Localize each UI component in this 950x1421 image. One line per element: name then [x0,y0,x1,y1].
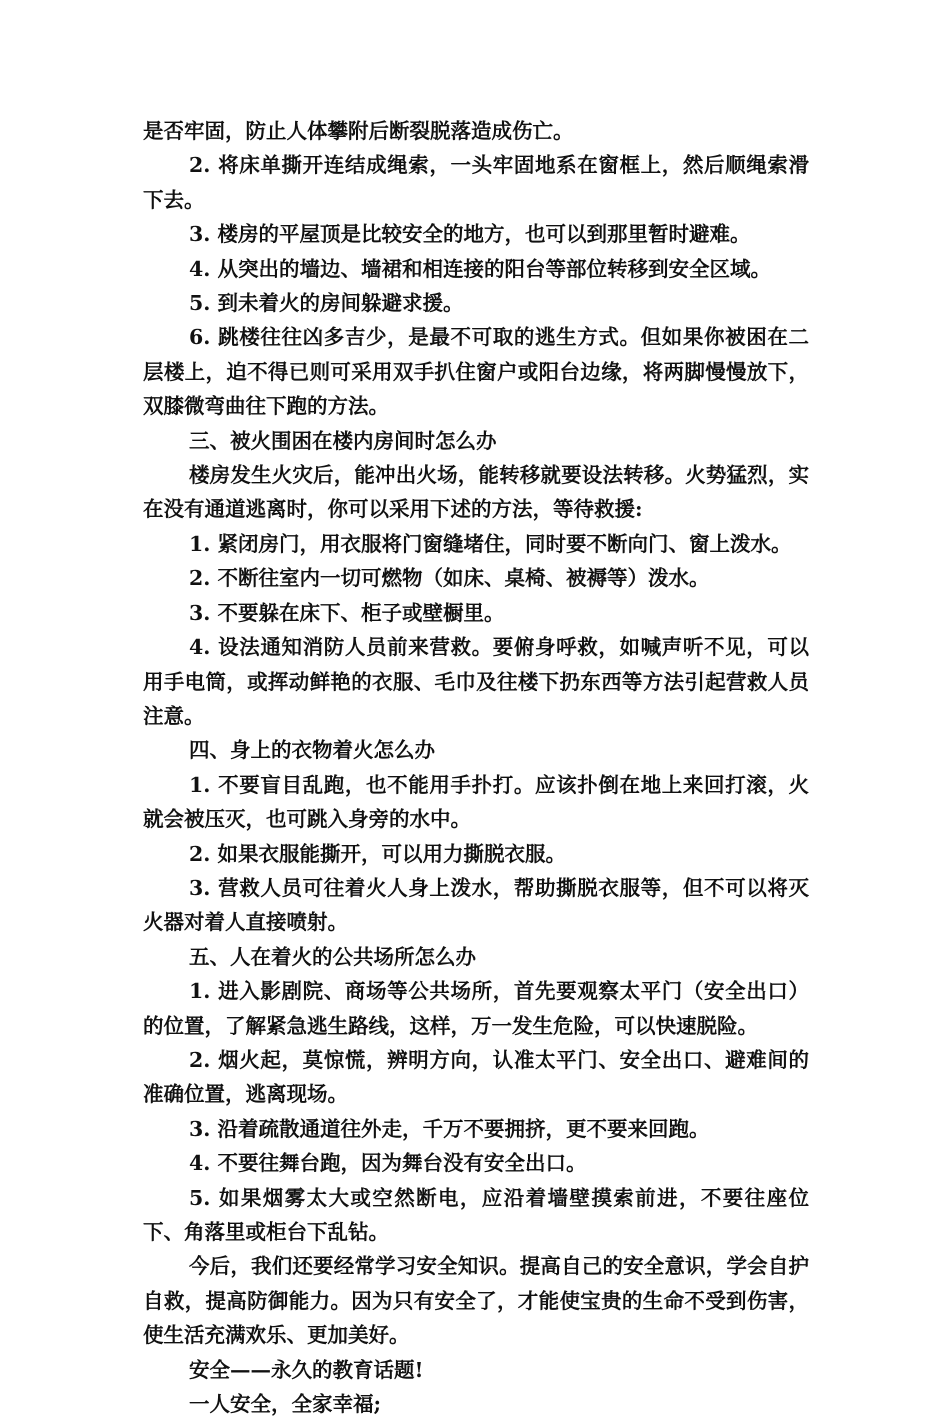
paragraph-continuation: 是否牢固，防止人体攀附后断裂脱落造成伤亡。 [143,119,574,143]
list-item: 2. 烟火起，莫惊慌，辨明方向，认准太平门、安全出口、避难间的准确位置，逃离现场。 [143,1047,809,1107]
slogan-line: 安全——永久的教育话题! [189,1357,424,1382]
list-item: 5. 到未着火的房间躲避求援。 [189,291,464,316]
document-body [143,114,809,1421]
list-item: 4. 从突出的墙边、墙裙和相连接的阳台等部位转移到安全区域。 [189,256,772,281]
paragraph: 今后，我们还要经常学习安全知识。提高自己的安全意识，学会自护自救，提高防御能力。因为只有安全了，才能使宝贵的生命不受到伤害，使生活充满欢乐、更加美好。 [143,1254,809,1348]
list-item: 2. 如果衣服能撕开，可以用力撕脱衣服。 [189,841,567,866]
list-item: 2. 将床单撕开连结成绳索，一头牢固地系在窗框上，然后顺绳索滑下去。 [143,153,809,212]
slogan-line: 一人安全，全家幸福; [189,1392,382,1417]
list-item: 3. 营救人员可往着火人身上泼水，帮助撕脱衣服等，但不可以将灭火器对着人直接喷射。 [143,875,809,935]
list-item: 1. 紧闭房门，用衣服将门窗缝堵住，同时要不断向门、窗上泼水。 [189,531,792,556]
section-heading: 四、身上的衣物着火怎么办 [189,738,435,763]
list-item: 3. 楼房的平屋顶是比较安全的地方，也可以到那里暂时避难。 [189,222,751,247]
list-item: 3. 沿着疏散通道往外走，千万不要拥挤，更不要来回跑。 [189,1116,710,1141]
list-item: 4. 不要往舞台跑，因为舞台没有安全出口。 [189,1151,587,1176]
list-item: 5. 如果烟雾太大或空然断电，应沿着墙壁摸索前进，不要往座位下、角落里或柜台下乱钻。 [143,1185,809,1244]
list-item: 6. 跳楼往往凶多吉少，是最不可取的逃生方式。但如果你被困在二层楼上，迫不得已则可采用双手扒住窗户或阳台边缘，将两脚慢慢放下，双膝微弯曲往下跑的方法。 [143,325,809,419]
section-heading: 五、人在着火的公共场所怎么办 [189,944,476,969]
list-item: 1. 不要盲目乱跑，也不能用手扑打。应该扑倒在地上来回打滚，火就会被压灭，也可跳入身旁的水中。 [143,772,809,832]
paragraph: 楼房发生火灾后，能冲出火场，能转移就要设法转移。火势猛烈，实在没有通道逃离时，你可以采用下述的方法，等待救援: [143,463,809,522]
list-item: 4. 设法通知消防人员前来营救。要俯身呼救，如喊声听不见，可以用手电筒，或挥动鲜艳的衣服、毛巾及往楼下扔东西等方法引起营救人员注意。 [143,635,809,728]
section-heading: 三、被火围困在楼内房间时怎么办 [189,428,497,453]
list-item: 1. 进入影剧院、商场等公共场所，首先要观察太平门（安全出口）的位置，了解紧急逃生路线，这样，万一发生危险，可以快速脱险。 [143,979,809,1038]
list-item: 2. 不断往室内一切可燃物（如床、桌椅、被褥等）泼水。 [189,566,710,591]
list-item: 3. 不要躲在床下、柜子或壁橱里。 [189,600,505,625]
